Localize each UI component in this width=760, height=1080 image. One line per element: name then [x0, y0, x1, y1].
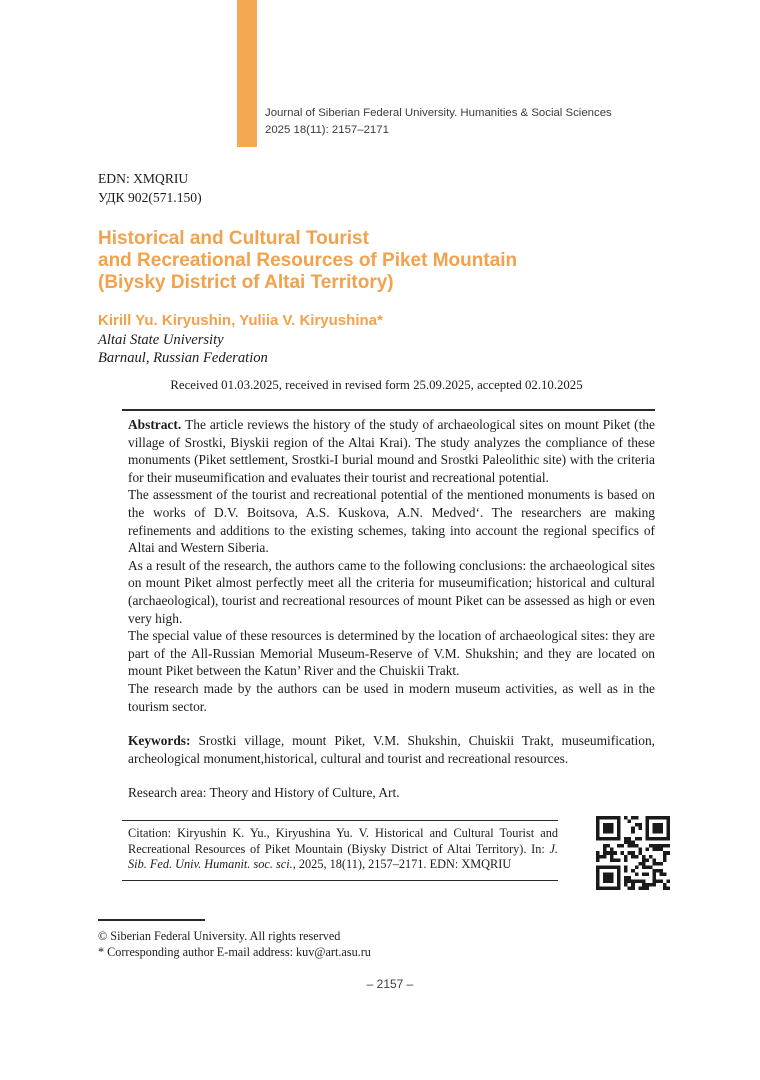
- journal-issue: 2025 18(11): 2157–2171: [265, 123, 389, 136]
- article-identifiers: [98, 170, 202, 207]
- udk-code: УДК 902(571.150): [98, 189, 202, 205]
- affiliation-institution: Altai State University: [98, 332, 224, 348]
- page-number: – 2157 –: [366, 977, 414, 991]
- research-area: Research area: Theory and History of Culture, Art.: [128, 785, 400, 801]
- corresponding-author-line: * Corresponding author E-mail address: kuv@art.asu.ru: [98, 945, 371, 959]
- copyright-line: © Siberian Federal University. All rights reserved: [98, 928, 341, 943]
- citation-journal-abbrev: J. Sib. Fed. Univ. Humanit. soc. sci.: [128, 841, 558, 872]
- abstract-paragraph: The special value of these resources is determined by the location of archaeological sites: they are part of the All-Russian Memorial Museum-Reserve of V.M. Shukshin; and they are located on mount Piket between the Katun’ River and the Chuiskii Trakt.: [128, 628, 655, 679]
- qr-code-icon: [596, 816, 670, 890]
- abstract-paragraph: The research made by the authors can be used in modern museum activities, as well as in the tourism sector.: [128, 680, 655, 714]
- abstract-divider: [122, 409, 655, 411]
- journal-header: [265, 105, 612, 138]
- title-line: Historical and Cultural Tourist: [98, 228, 369, 249]
- accent-bar: [237, 0, 257, 147]
- journal-name: Journal of Siberian Federal University. Humanities & Social Sciences: [265, 107, 612, 119]
- title-line: and Recreational Resources of Piket Mountain: [98, 250, 518, 271]
- abstract-paragraph: Abstract. The article reviews the history of the study of archaeological sites on mount Piket (the village of Srostki, Biyskii region of the Altai Krai). The study analyzes the compliance of these monuments (Piket settlement, Srostki-I burial mound and Srostki Paleolithic site) with the criteria for their museumification and evaluates their tourist and recreational potential.: [128, 417, 655, 485]
- received-dates: Received 01.03.2025, received in revised form 25.09.2025, accepted 02.10.2025: [170, 378, 583, 392]
- citation-block: [122, 820, 558, 881]
- authors: Kirill Yu. Kiryushin, Yuliia V. Kiryushina*: [98, 312, 383, 329]
- edn-code: EDN: XMQRIU: [98, 171, 189, 186]
- footnote-block: [98, 919, 371, 961]
- keywords-label: Keywords:: [128, 733, 199, 749]
- title-line: (Biysky District of Altai Territory): [98, 272, 394, 293]
- footnote-divider: [98, 919, 205, 921]
- abstract-label: Abstract.: [128, 417, 186, 432]
- abstract-paragraph: As a result of the research, the authors came to the following conclusions: the archaeological sites on mount Piket almost perfectly meet all the criteria for museumification; historical and cultural (archaeological), tourist and recreational resources of mount Piket can be assessed as high or even very high.: [128, 557, 655, 626]
- affiliation: [98, 331, 268, 367]
- abstract-section: [128, 416, 655, 802]
- abstract-paragraph: The assessment of the tourist and recreational potential of the mentioned monuments is based on the works of D.V. Boitsova, A.S. Kuskova, A.N. Medved‘. The researchers are making refinements and additions to the existing schemes, taking into account the regional specifics of Altai and Western Siberia.: [128, 487, 655, 556]
- citation-text: Citation: Kiryushin K. Yu., Kiryushina Yu. V. Historical and Cultural Tourist and Recreational Resources of Piket Mountain (Biysky District of Altai Territory). In: J. Sib. Fed. Univ. Humanit. soc. sci., 2025, 18(11), 2157–2171. EDN: XMQRIU: [128, 826, 558, 872]
- article-title: [98, 228, 517, 294]
- affiliation-city: Barnaul, Russian Federation: [98, 350, 268, 366]
- keywords: Keywords: Srostki village, mount Piket, V.M. Shukshin, Chuiskii Trakt, museumification, archeological monument,historical, cultural and tourist and recreational resources.: [128, 733, 655, 766]
